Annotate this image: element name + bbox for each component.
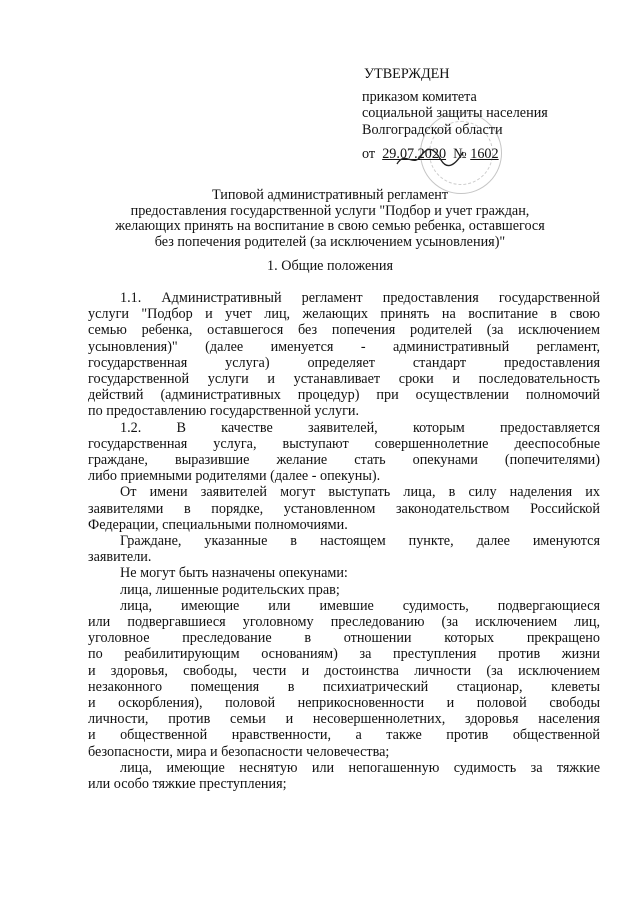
paragraph-line: граждане, выразившие желание стать опекунами (попечителями) bbox=[88, 452, 600, 469]
paragraph-line: государственная услуга) определяет стандарт предоставления bbox=[88, 354, 600, 371]
approval-heading: УТВЕРЖДЕН bbox=[364, 66, 450, 82]
title-line: предоставления государственной услуги "Подбор и учет граждан, bbox=[130, 202, 530, 219]
paragraph-line: уголовное преследование в отношении которых прекращено bbox=[88, 630, 600, 647]
paragraph bbox=[88, 760, 600, 792]
paragraph bbox=[88, 582, 600, 598]
paragraph-line: От имени заявителей могут выступать лица, в силу наделения их bbox=[120, 484, 600, 501]
title-line: Типовой административный регламент bbox=[211, 187, 449, 203]
order-line-2: социальной защиты населения bbox=[362, 105, 548, 121]
title-line: желающих принять на воспитание в свою семью ребенка, оставшегося bbox=[115, 218, 545, 235]
signature bbox=[395, 146, 465, 170]
paragraph-line: семью ребенка, оставшегося без попечения родителей (за исключением bbox=[88, 322, 600, 339]
paragraph-line: и общественной нравственности, а также против общественной bbox=[88, 727, 600, 744]
paragraph bbox=[88, 290, 600, 420]
document-title bbox=[60, 188, 600, 250]
paragraph-line: лица, имеющие или имевшие судимость, подвергающиеся bbox=[120, 597, 600, 614]
paragraph-line: действий (административных процедур) при осуществлении полномочий bbox=[88, 387, 600, 404]
paragraph-line: Федерации, специальными полномочиями. bbox=[88, 516, 348, 533]
paragraph-line: Граждане, указанные в настоящем пункте, далее именуются bbox=[120, 533, 600, 550]
paragraph-line: лица, имеющие неснятую или непогашенную судимость за тяжкие bbox=[120, 759, 600, 776]
paragraph bbox=[88, 420, 600, 485]
paragraph-line: 1.2. В качестве заявителей, которым предоставляется bbox=[120, 419, 600, 436]
paragraph-line: услуги "Подбор и учет лиц, желающих принять на воспитание в свою bbox=[88, 306, 600, 323]
paragraph-line: заявители. bbox=[88, 549, 152, 566]
order-line-3: Волгоградской области bbox=[362, 121, 503, 138]
document-body bbox=[88, 290, 600, 792]
paragraph-line: Не могут быть назначены опекунами: bbox=[120, 565, 348, 582]
order-number-prefix: № bbox=[453, 146, 467, 162]
paragraph bbox=[88, 484, 600, 533]
section-heading: 1. Общие положения bbox=[267, 258, 393, 274]
paragraph-line: и оскорбления), половой неприкосновенности и половой свободы bbox=[88, 695, 600, 712]
paragraph-line: государственной услуги и устанавливает сроки и последовательность bbox=[88, 371, 600, 388]
paragraph-line: личности, против семьи и несовершеннолетних, здоровья населения bbox=[88, 711, 600, 728]
paragraph-line: либо приемными родителями (далее - опекуны). bbox=[88, 468, 381, 485]
paragraph-line: по предоставлению государственной услуги. bbox=[88, 403, 360, 420]
order-line-1: приказом комитета bbox=[362, 88, 477, 105]
title-line: без попечения родителей (за исключением усыновления)" bbox=[154, 233, 506, 250]
paragraph bbox=[88, 565, 600, 581]
paragraph bbox=[88, 533, 600, 565]
paragraph-line: 1.1. Административный регламент предоставления государственной bbox=[120, 290, 600, 306]
order-date: 29.07.2020 bbox=[382, 146, 447, 162]
paragraph-line: лица, лишенные родительских прав; bbox=[120, 581, 340, 598]
paragraph-line: или особо тяжкие преступления; bbox=[88, 776, 287, 793]
order-number: 1602 bbox=[470, 146, 499, 162]
paragraph-line: незаконного помещения в психиатрический стационар, клеветы bbox=[88, 678, 600, 695]
paragraph-line: или подвергавшиеся уголовному преследованию (за исключением лиц, bbox=[88, 614, 600, 631]
paragraph-line: заявителями в порядке, установленном законодательством Российской bbox=[88, 500, 600, 517]
paragraph-line: безопасности, мира и безопасности человечества; bbox=[88, 743, 390, 760]
paragraph-line: государственная услуга, выступают совершеннолетние дееспособные bbox=[88, 435, 600, 452]
paragraph-line: усыновления)" (далее именуется - административный регламент, bbox=[88, 338, 600, 355]
paragraph bbox=[88, 598, 600, 760]
paragraph-line: по реабилитирующим основаниям) за преступления против жизни bbox=[88, 646, 600, 663]
paragraph-line: и здоровья, свободы, чести и достоинства личности (за исключением bbox=[88, 662, 600, 679]
order-prefix: от bbox=[362, 146, 376, 162]
